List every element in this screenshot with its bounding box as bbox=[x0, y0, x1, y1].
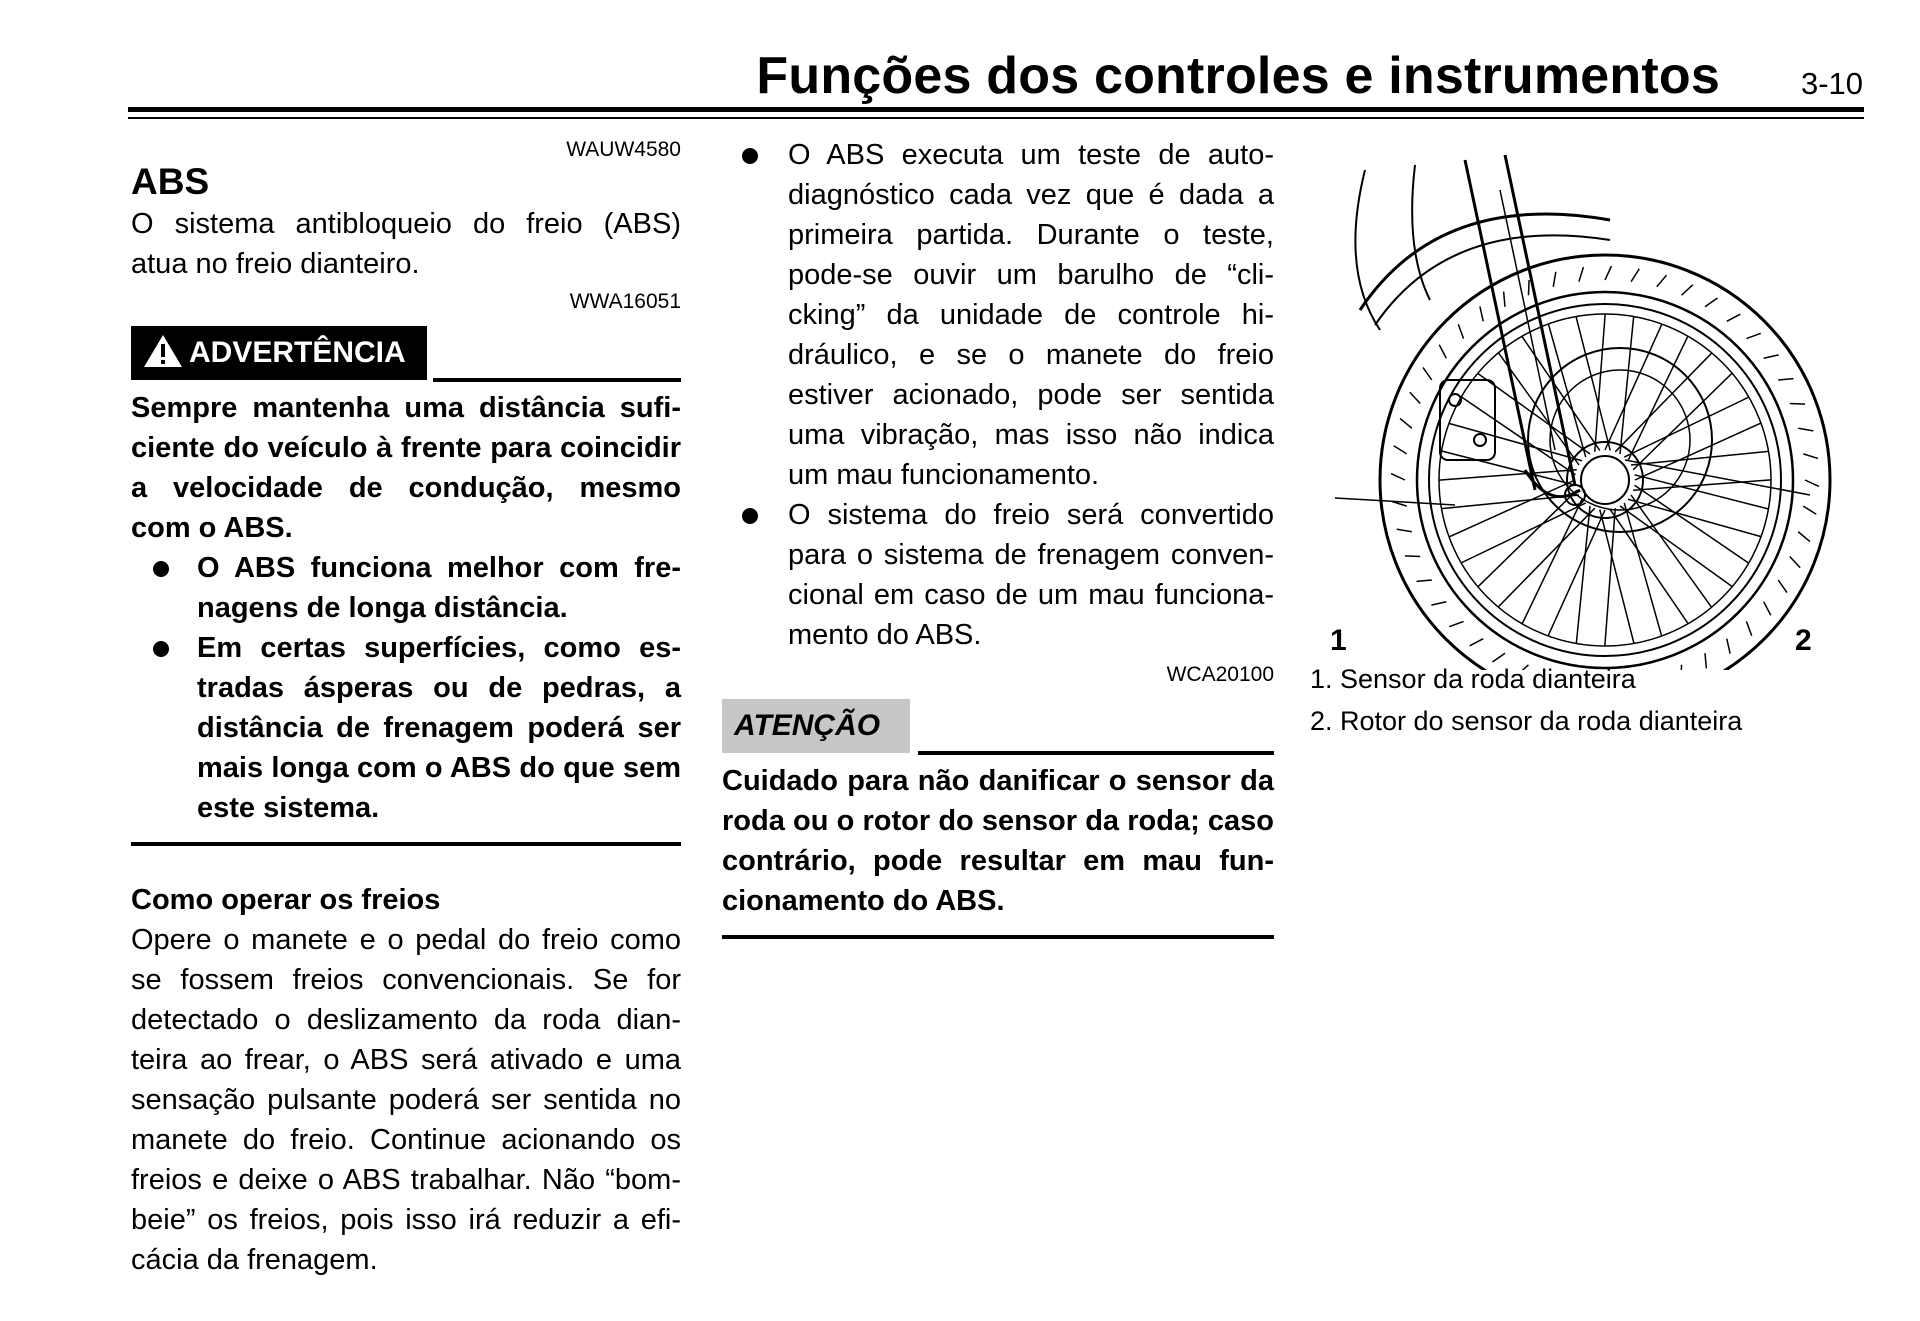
text-line: roda ou o rotor do sensor da roda; caso bbox=[722, 805, 1274, 837]
body-paragraph bbox=[131, 920, 681, 1280]
list-item bbox=[722, 495, 1274, 655]
caution-rule bbox=[918, 751, 1274, 755]
tire-tread bbox=[1480, 306, 1483, 321]
caution-header bbox=[722, 699, 1274, 755]
tire-tread bbox=[1397, 529, 1412, 532]
text-line: freios e deixe o ABS trabalhar. Não “bom- bbox=[131, 1164, 681, 1196]
text-line: O sistema antibloqueio do freio (ABS) bbox=[131, 208, 681, 240]
tire-tread bbox=[1423, 367, 1432, 380]
tire-tread bbox=[1778, 580, 1787, 593]
wheel-spoke bbox=[1633, 373, 1732, 470]
text-line: teira ao frear, o ABS será ativado e uma bbox=[131, 1044, 681, 1076]
tire-tread bbox=[1798, 428, 1813, 431]
text-line: cácia da frenagem. bbox=[131, 1244, 378, 1276]
text-line: contrário, pode resultar em mau fun- bbox=[722, 845, 1274, 877]
text-line: uma vibração, mas isso não indica bbox=[788, 419, 1274, 451]
text-line: dráulico, e se o manete do freio bbox=[788, 339, 1274, 371]
text-line: distância de frenagem poderá ser bbox=[197, 712, 681, 744]
intro-paragraph bbox=[131, 204, 681, 284]
tire-tread bbox=[1470, 639, 1484, 646]
callout-1: 1 bbox=[1330, 624, 1347, 657]
text-line: detectado o deslizamento da roda dian- bbox=[131, 1004, 681, 1036]
text-line: O ABS executa um teste de auto- bbox=[788, 139, 1274, 171]
text-line: mais longa com o ABS do que sem bbox=[197, 752, 681, 784]
caution-text bbox=[722, 761, 1274, 921]
text-line: estiver acionado, pode ser sentida bbox=[788, 379, 1274, 411]
text-line: Sempre mantenha uma distância sufi- bbox=[131, 392, 681, 424]
section-title: ABS bbox=[131, 161, 210, 202]
warning-triangle-icon bbox=[143, 334, 183, 368]
tire-tread bbox=[1790, 557, 1800, 568]
text-line: O ABS funciona melhor com fre- bbox=[197, 552, 681, 584]
wheel-spoke bbox=[1605, 508, 1615, 646]
callout-2: 2 bbox=[1795, 624, 1812, 657]
wheel-spoke bbox=[1449, 480, 1575, 537]
wheel-spoke bbox=[1635, 475, 1769, 509]
text-line: este sistema. bbox=[197, 792, 380, 824]
tire-tread bbox=[1458, 324, 1463, 338]
list-item bbox=[131, 628, 681, 828]
text-line: um mau funcionamento. bbox=[788, 459, 1100, 491]
subsection-title: Como operar os freios bbox=[131, 884, 441, 916]
tire-tread bbox=[1431, 602, 1446, 605]
tire-tread bbox=[1746, 621, 1751, 635]
tire-tread bbox=[1400, 418, 1412, 428]
wheel-spoke bbox=[1605, 324, 1662, 450]
tire-tread bbox=[1805, 480, 1819, 486]
tire-tread bbox=[1764, 355, 1779, 358]
tire-tread bbox=[1391, 474, 1405, 480]
wheel-spoke bbox=[1576, 317, 1610, 451]
left-column bbox=[131, 136, 681, 1280]
warning-header bbox=[131, 326, 681, 382]
list-item bbox=[722, 135, 1274, 495]
tire-tread bbox=[1394, 446, 1407, 454]
text-line: cional em caso de um mau funciona- bbox=[788, 579, 1274, 611]
tire-tread bbox=[1803, 506, 1816, 514]
text-line: com o ABS. bbox=[131, 512, 293, 544]
tire-tread bbox=[1449, 621, 1463, 626]
text-line: ciente do veículo à frente para coincidir bbox=[131, 432, 681, 464]
text-line: atua no freio dianteiro. bbox=[131, 248, 420, 280]
text-line: Em certas superfícies, como es- bbox=[197, 632, 681, 664]
text-line: a velocidade de condução, mesmo bbox=[131, 472, 681, 504]
text-line: pode-se ouvir um barulho de “cli- bbox=[788, 259, 1274, 291]
warning-end-rule bbox=[131, 842, 681, 846]
tire-tread bbox=[1528, 280, 1529, 295]
text-line: para o sistema de frenagem conven- bbox=[788, 539, 1274, 571]
wheel-spoke bbox=[1478, 490, 1577, 587]
tire-tread bbox=[1803, 454, 1818, 459]
text-line: tradas ásperas ou de pedras, a bbox=[197, 672, 681, 704]
caption-item: 1. Sensor da roda dianteira bbox=[1310, 664, 1636, 694]
header-rule-thick bbox=[128, 107, 1864, 112]
tire-tread bbox=[1746, 333, 1760, 338]
wheel-spoke bbox=[1439, 470, 1577, 480]
wheel-spoke bbox=[1615, 353, 1712, 452]
warning-label: ADVERTÊNCIA bbox=[189, 336, 406, 369]
middle-column bbox=[722, 135, 1274, 939]
tire-tread bbox=[1631, 269, 1639, 282]
text-line: beie” os freios, pois isso irá reduzir a efi- bbox=[131, 1204, 681, 1236]
tire-tread bbox=[1705, 298, 1718, 307]
header-rule-thin bbox=[128, 117, 1864, 119]
text-line: sensação pulsante poderá ser sentida no bbox=[131, 1084, 681, 1116]
page-number: 3-10 bbox=[1800, 66, 1863, 101]
wheel-spoke bbox=[1620, 316, 1634, 454]
wheel-spoke bbox=[1624, 397, 1749, 457]
reference-code: WCA20100 bbox=[1166, 663, 1274, 686]
tire-tread bbox=[1657, 275, 1667, 287]
page-title: Funções dos controles e instrumentos bbox=[756, 47, 1720, 105]
tire-tread bbox=[1790, 403, 1805, 404]
text-line: cionamento do ABS. bbox=[722, 885, 1005, 917]
text-line: Opere o manete e o pedal do freio como bbox=[131, 924, 681, 956]
wheel-spoke bbox=[1628, 336, 1688, 461]
wheel-spoke bbox=[1635, 423, 1761, 480]
tire-tread bbox=[1605, 266, 1611, 280]
tire-tread bbox=[1405, 556, 1420, 557]
tire-tread bbox=[1798, 532, 1810, 542]
text-line: nagens de longa distância. bbox=[197, 592, 568, 624]
tire-tread bbox=[1553, 272, 1556, 287]
text-line: se fossem freios convencionais. Se for bbox=[131, 964, 681, 996]
caution-badge: ATENÇÃO bbox=[722, 699, 910, 753]
reference-code: WWA16051 bbox=[569, 290, 681, 313]
text-line: primeira partida. Durante o teste, bbox=[788, 219, 1274, 251]
wheel-spoke bbox=[1595, 314, 1605, 452]
reference-code: WAUW4580 bbox=[566, 138, 681, 161]
text-line: manete do freio. Continue acionando os bbox=[131, 1124, 681, 1156]
tire-tread bbox=[1439, 345, 1446, 359]
text-line: diagnóstico cada vez que é dada a bbox=[788, 179, 1274, 211]
warning-text bbox=[131, 388, 681, 548]
text-line: O sistema do freio será convertido bbox=[788, 499, 1274, 531]
caption-item: 2. Rotor do sensor da roda dianteira bbox=[1310, 706, 1743, 736]
list-item bbox=[131, 548, 681, 628]
tire-tread bbox=[1579, 267, 1584, 282]
tire-tread bbox=[1727, 639, 1730, 654]
tire-tread bbox=[1504, 292, 1505, 307]
wheel-spoke bbox=[1461, 503, 1586, 563]
tire-tread bbox=[1417, 580, 1432, 581]
tire-tread bbox=[1764, 602, 1771, 616]
tire-tread bbox=[1778, 379, 1793, 380]
text-line: Cuidado para não danificar o sensor da bbox=[722, 765, 1274, 797]
tire-tread bbox=[1410, 392, 1420, 403]
caution-end-rule bbox=[722, 935, 1274, 939]
tire-tread bbox=[1682, 285, 1693, 295]
tire-tread bbox=[1727, 314, 1741, 321]
wheel-spoke bbox=[1631, 451, 1769, 465]
front-wheel-illustration bbox=[1320, 150, 1840, 670]
wheel-spoke bbox=[1600, 510, 1634, 644]
warning-rule bbox=[433, 378, 681, 382]
text-line: cking” da unidade de controle hi- bbox=[788, 299, 1274, 331]
figure-captions bbox=[1310, 658, 1742, 742]
text-line: mento do ABS. bbox=[788, 619, 982, 651]
warning-badge bbox=[131, 326, 427, 380]
